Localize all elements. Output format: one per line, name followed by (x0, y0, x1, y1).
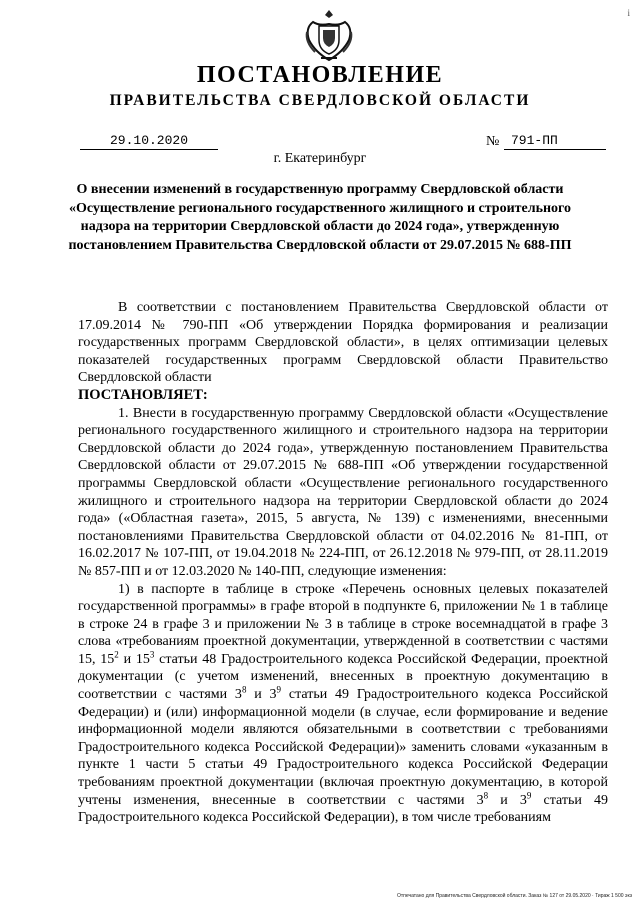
intro-paragraph: В соответствии с постановлением Правительства Свердловской области от 17.09.2014 № 790-ПП «Об утверждении Порядка формирования и реализации государственных программ Свердловской области», в целях оптимизации целевых показателей государственных программ Свердловской области Правительство Свердловской области (78, 300, 608, 386)
doc-type-title: ПОСТАНОВЛЕНИЕ (196, 62, 444, 88)
item-1-paragraph: 1. Внести в государственную программу Свердловской области «Осуществление регионального государственного жилищного и строительного надзора на территории Свердловской области до 2024 года», утвержденную постановлением Правительства Свердловской области от 29.07.2015 № 688-ПП «Об утверждении государственной программы Свердловской области «Осуществление регионального государственного жилищного и строительного надзора на территории Свердловской области до 2024 года» («Областная газета», 2015, 5 августа, № 139) с изменениями, внесенными постановлениями Правительства Свердловской области от 04.02.2016 № 81-ПП, от 16.02.2017 № 107-ПП, от 19.04.2018 № 224-ПП, от 26.12.2018 № 979-ПП, от 28.11.2019 № 857-ПП и от 12.03.2020 № 140-ПП, следующие изменения: (78, 405, 608, 579)
city: г. Екатеринбург (273, 151, 367, 166)
print-footer: Отпечатано для Правительства Свердловской области. Заказ № 127 от 29.05.2020 · Тираж 1 500 экз (396, 893, 632, 899)
resolves-label: ПОСТАНОВЛЯЕТ: (78, 386, 208, 403)
document-body (78, 299, 608, 827)
document-heading: О внесении изменений в государственную программу Свердловской области «Осуществление регионального государственного жилищного и строительного надзора на территории Свердловской области до 2024 года», утвержденную постановлением Правительства Свердловской области от 29.07.2015 № 688-ПП (68, 182, 572, 253)
document-date: 29.10.2020 (80, 133, 218, 150)
corner-mark: i (627, 8, 630, 18)
number-label: № (486, 134, 500, 149)
document-number: 791-ПП (504, 133, 606, 150)
coat-of-arms-icon (301, 6, 357, 64)
subitem-1-paragraph: 1) в паспорте в таблице в строке «Перечень основных целевых показателей государственной программы» в графе второй в подпункте 6, приложении № 1 в таблице в строке 24 в графе 3 и приложении № 3 в таблице в строке восемнадцатой в графе 3 слова «требованиям проектной документации, утвержденной в соответствии с частями 15, $15^2$ и $15^3$ статьи 48 Градостроительного кодекса Российской Федерации, проектной документации (с учетом изменений, внесенных в проектную документацию в соответствии с частями $3^8$ и $3^9$ статьи 49 Градостроительного кодекса Российской Федерации) и (или) информационной модели (в случае, если формирование и ведение информационной модели являются обязательными в соответствии с требованиями Градостроительного кодекса Российской Федерации)» заменить словами «указанным в пункте 1 части 5 статьи 49 Градостроительного кодекса Российской Федерации требованиям проектной документации (включая проектную документацию, в которой учтены изменения, внесенные в соответствии с частями $3^8$ и $3^9$ статьи 49 Градостроительного кодекса Российской Федерации), в том числе требованиям (78, 581, 609, 826)
issuer-title: ПРАВИТЕЛЬСТВА СВЕРДЛОВСКОЙ ОБЛАСТИ (109, 92, 531, 109)
